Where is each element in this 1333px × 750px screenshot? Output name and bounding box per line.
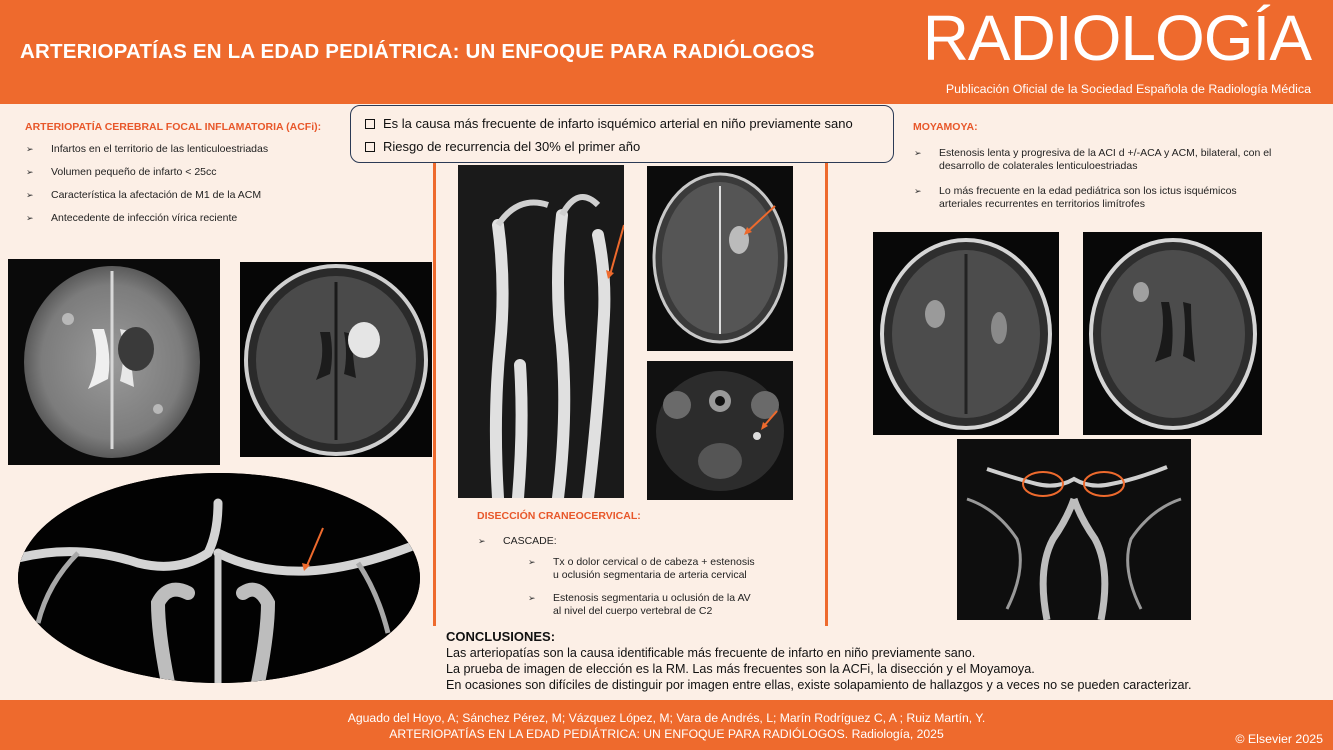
footer-banner [0, 700, 1333, 750]
moyamoya-flair-image-2 [1083, 232, 1262, 435]
journal-logo: RADIOLOGÍA [922, 2, 1311, 74]
copyright: © Elsevier 2025 [1235, 732, 1323, 746]
list-item: ➢ Infartos en el territorio de las lenticuloestriadas [26, 143, 346, 156]
conclusions-title: CONCLUSIONES: [446, 629, 556, 644]
header-banner [0, 0, 1333, 104]
list-item: ➢ Volumen pequeño de infarto < 25cc [26, 166, 346, 179]
list-item: ➢ Característica la afectación de M1 de la ACM [26, 189, 346, 202]
conclusion-line: Las arteriopatías son la causa identificable más frecuente de infarto en niño previamente sano. [446, 646, 976, 660]
conclusions-block [446, 629, 1316, 693]
key-point: Riesgo de recurrencia del 30% el primer año [365, 135, 879, 158]
column-divider-left [433, 150, 436, 626]
list-item: ➢ Lo más frecuente en la edad pediátrica son los ictus isquémicos arteriales recurrentes en territorios limítrofes [914, 185, 1324, 211]
moyamoya-title: MOYAMOYA: [913, 121, 978, 133]
dissection-bullets [478, 535, 798, 548]
adc-brain-image [8, 259, 220, 465]
key-points-box [350, 105, 894, 163]
axial-neck-image [647, 361, 793, 500]
t2-axial-brain-image [647, 166, 793, 351]
neck-mra-image [458, 165, 624, 498]
key-point: Es la causa más frecuente de infarto isquémico arterial en niño previamente sano [365, 112, 879, 135]
dissection-title: DISECCIÓN CRANEOCERVICAL: [477, 510, 641, 522]
acfi-bullets [26, 143, 346, 235]
list-item: ➢ Antecedente de infección vírica reciente [26, 212, 346, 225]
moyamoya-angiography-image [957, 439, 1191, 620]
cascade-sub-bullets [528, 556, 818, 628]
conclusion-line: En ocasiones son difíciles de distinguir por imagen entre ellas, existe solapamiento de hallazgos y a veces no se pueden caracterizar. [446, 678, 1192, 692]
checkbox-icon [365, 142, 375, 152]
moyamoya-bullets [914, 147, 1324, 223]
list-item: ➢ Estenosis lenta y progresiva de la ACI d +/-ACA y ACM, bilateral, con el desarrollo de colaterales lenticuloestriadas [914, 147, 1324, 173]
authors: Aguado del Hoyo, A; Sánchez Pérez, M; Vázquez López, M; Vara de Andrés, L; Marín Rodríguez C, A ; Ruiz Martín, Y. [347, 711, 986, 725]
list-item: ➢ CASCADE: [478, 535, 798, 548]
moyamoya-flair-image-1 [873, 232, 1059, 435]
acfi-title: ARTERIOPATÍA CEREBRAL FOCAL INFLAMATORIA (ACFi): [25, 121, 322, 133]
list-item: ➢ Estenosis segmentaria u oclusión de la AV al nivel del cuerpo vertebral de C2 [528, 592, 818, 618]
journal-subtitle: Publicación Oficial de la Sociedad Española de Radiología Médica [945, 82, 1311, 96]
list-item: ➢ Tx o dolor cervical o de cabeza + estenosis u oclusión segmentaria de arteria cervical [528, 556, 818, 582]
flair-brain-image [240, 262, 432, 457]
checkbox-icon [365, 119, 375, 129]
column-divider-right [825, 150, 828, 626]
poster-title: ARTERIOPATÍAS EN LA EDAD PEDIÁTRICA: UN ENFOQUE PARA RADIÓLOGOS [20, 40, 815, 63]
citation: ARTERIOPATÍAS EN LA EDAD PEDIÁTRICA: UN ENFOQUE PARA RADIÓLOGOS. Radiología, 2025 [389, 727, 944, 741]
conclusion-line: La prueba de imagen de elección es la RM. Las más frecuentes son la ACFi, la disección y el Moyamoya. [446, 662, 1035, 676]
mra-angiography-image [18, 473, 420, 683]
